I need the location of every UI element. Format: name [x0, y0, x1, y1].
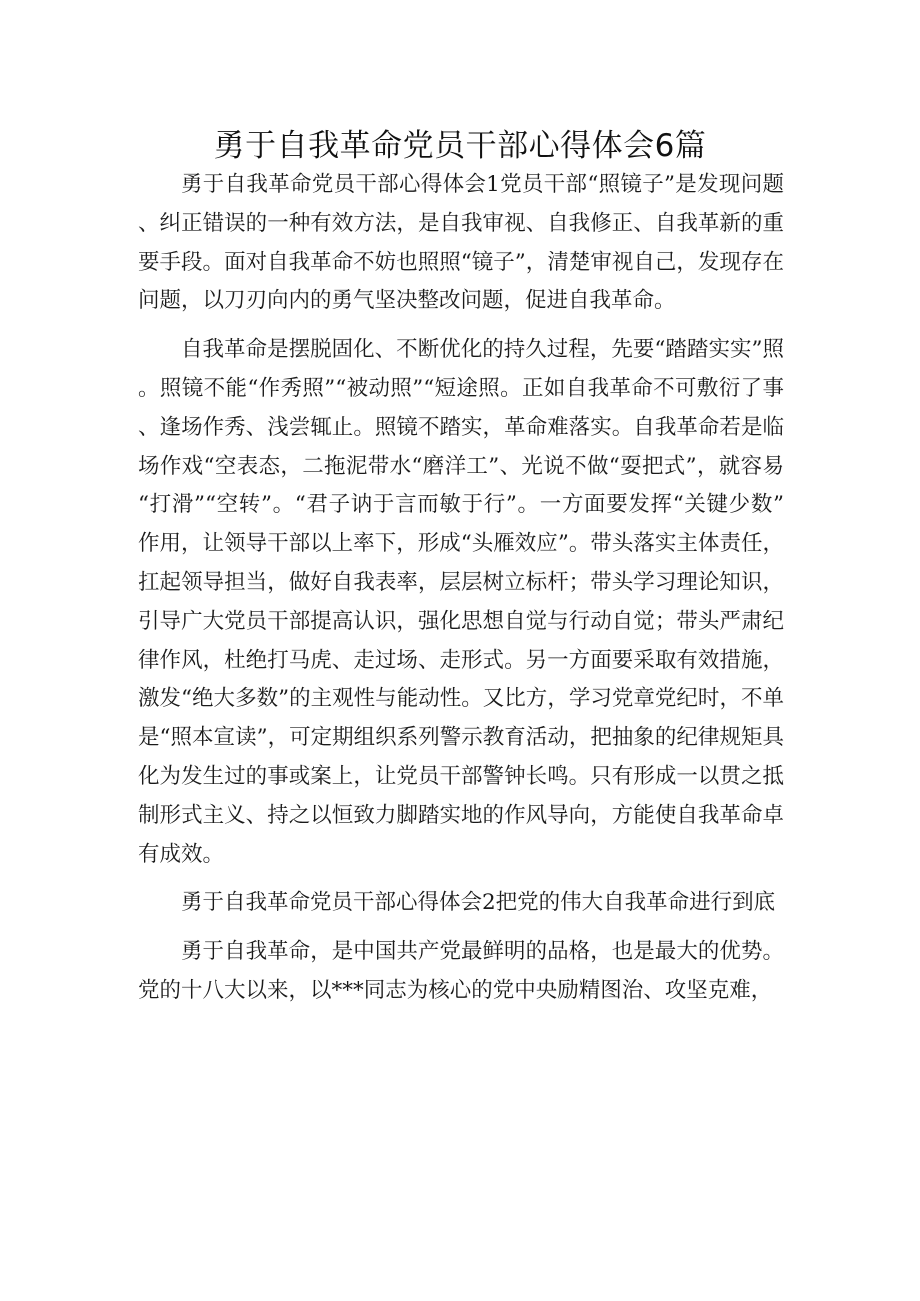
document-title: 勇于自我革命党员干部心得体会6篇 [213, 128, 707, 164]
document-body [138, 166, 784, 1021]
paragraph-2: 自我革命是摆脱固化、不断优化的持久过程，先要“踏踏实实”照。照镜不能“作秀照”“被动照”“短途照。正如自我革命不可敷衍了事、逢场作秀、浅尝辄止。照镜不踏实，革命难落实。自我革命若是临场作戏“空表态，二拖泥带水“磨洋工”、光说不做“耍把式”，就容易“打滑”“空转”。“君子讷于言而敏于行”。一方面要发挥“关键少数”作用，让领导干部以上率下，形成“头雁效应”。带头落实主体责任，扛起领导担当，做好自我表率，层层树立标杆；带头学习理论知识，引导广大党员干部提高认识，强化思想自觉与行动自觉；带头严肃纪律作风，杜绝打马虎、走过场、走形式。另一方面要采取有效措施，激发“绝大多数”的主观性与能动性。又比方，学习党章党纪时，不单是“照本宣读”，可定期组织系列警示教育活动，把抽象的纪律规矩具化为发生过的事或案上，让党员干部警钟长鸣。只有形成一以贯之抵制形式主义、持之以恒致力脚踏实地的作风导向，方能使自我革命卓有成效。 [138, 337, 784, 867]
paragraph-1: 勇于自我革命党员干部心得体会1党员干部“照镜子”是发现问题、纠正错误的一种有效方法，是自我审视、自我修正、自我革新的重要手段。面对自我革命不妨也照照“镜子”，清楚审视自己，发现存在问题，以刀刃向内的勇气坚决整改问题，促进自我革命。 [138, 172, 784, 314]
paragraph-3: 勇于自我革命党员干部心得体会2把党的伟大自我革命进行到底 [181, 890, 776, 916]
paragraph-4: 勇于自我革命，是中国共产党最鲜明的品格，也是最大的优势。党的十八大以来，以***同志为核心的党中央励精图治、攻坚克难， [138, 939, 784, 1003]
